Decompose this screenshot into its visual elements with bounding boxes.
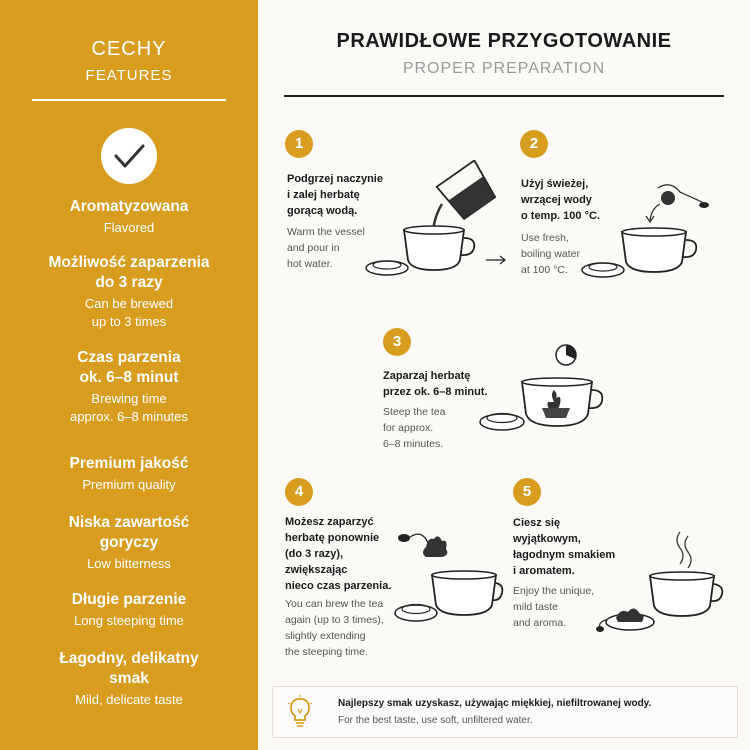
feature-item: Czas parzenia ok. 6–8 minut Brewing time approx. 6–8 minutes [70, 349, 188, 424]
step-4-text-pl: Możesz zaparzyć herbatę ponownie (do 3 razy), zwiększając nieco czas parzenia. [285, 516, 392, 592]
feature-item: Aromatyzowana Flavored [69, 198, 189, 235]
check-icon [101, 128, 157, 184]
feature-item: Niska zawartość goryczy Low bitterness [68, 514, 190, 571]
features-panel [0, 0, 258, 750]
feature-item: Łagodny, delikatny smak Mild, delicate taste [59, 650, 199, 707]
features-subtitle: FEATURES [85, 67, 173, 84]
steeping-timer-illustration [474, 340, 604, 440]
feature-item: Możliwość zaparzenia do 3 razy Can be brewed up to 3 times [48, 254, 210, 329]
step-5-text-en: Enjoy the unique, mild taste and aroma. [513, 585, 595, 629]
lightbulb-icon [286, 695, 314, 729]
step-number-1: 1 [285, 130, 313, 158]
step-2-text-pl: Użyj świeżej, wrzącej wody o temp. 100 °C. [521, 178, 600, 222]
tea-ball-cup-illustration [580, 180, 720, 285]
tip-box [272, 686, 738, 738]
enjoy-tea-illustration [592, 528, 724, 638]
step-number-5: 5 [513, 478, 541, 506]
step-3-text-en: Steep the tea for approx. 6–8 minutes. [383, 406, 446, 450]
page-subtitle: PROPER PREPARATION [402, 60, 606, 77]
title-divider [284, 95, 724, 97]
step-3-text-pl: Zaparzaj herbatę przez ok. 6–8 minut. [383, 370, 488, 398]
step-1-text-en: Warm the vessel and pour in hot water. [287, 226, 365, 270]
steam-icon [677, 532, 691, 568]
features-title: CECHY [91, 38, 167, 60]
page-title: PRAWIDŁOWE PRZYGOTOWANIE [336, 30, 672, 52]
rebrew-illustration [392, 525, 504, 625]
feature-item: Długie parzenie Long steeping time [71, 591, 187, 628]
tip-text-en: For the best taste, use soft, unfiltered water. [338, 715, 533, 726]
step-4-text-en: You can brew the tea again (up to 3 times), slightly extending the steeping time. [285, 598, 384, 658]
step-1-text-pl: Podgrzej naczynie i zalej herbatę gorącą wodą. [287, 173, 383, 217]
step-2-text-en: Use fresh, boiling water at 100 °C. [521, 232, 580, 276]
timer-icon [556, 345, 576, 365]
features-divider [32, 99, 226, 101]
step-number-3: 3 [383, 328, 411, 356]
tip-text-pl: Najlepszy smak uzyskasz, używając miękkiej, niefiltrowanej wody. [338, 698, 652, 709]
step-number-2: 2 [520, 130, 548, 158]
feature-item: Premium jakość Premium quality [69, 455, 189, 492]
pour-water-illustration [362, 160, 512, 285]
step-number-4: 4 [285, 478, 313, 506]
step-5-text-pl: Ciesz się wyjątkowym, łagodnym smakiem i aromatem. [513, 517, 616, 577]
